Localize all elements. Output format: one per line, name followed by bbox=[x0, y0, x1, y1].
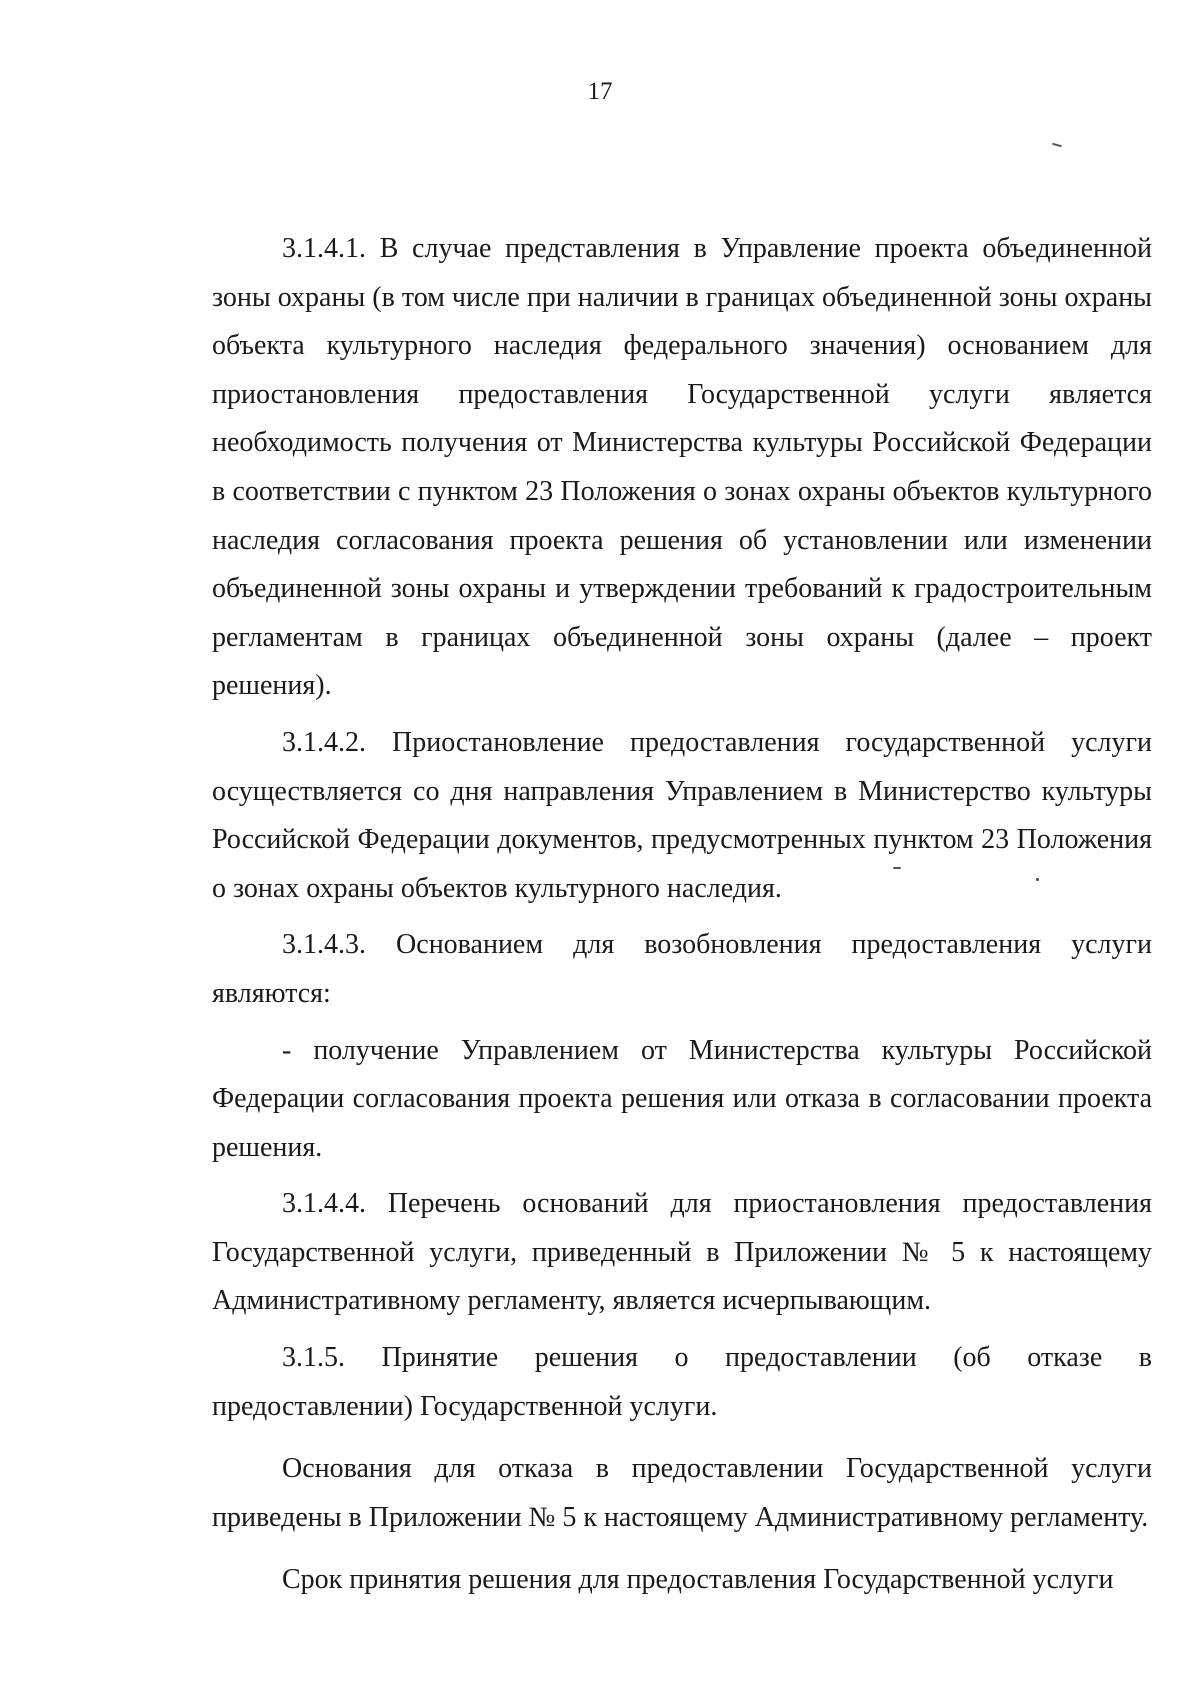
paragraph-3-1-4-4: 3.1.4.4. Перечень оснований для приостановления предоставления Государственной услуги, приведенный в Приложении № 5 к настоящему Административному регламенту, является исчерпывающим. bbox=[212, 1188, 1152, 1317]
paragraph-3-1-4-2: 3.1.4.2. Приостановление предоставления государственной услуги осуществляется со дня направления Управлением в Министерство культуры Российской Федерации документов, предусмотренных пунктом 23 Положения о зонах охраны объектов культурного наследия. bbox=[212, 726, 1152, 904]
paragraph-3-1-5: 3.1.5. Принятие решения о предоставлении (об отказе в предоставлении) Государственной услуги. bbox=[212, 1342, 1152, 1422]
paragraph-3-1-4-3: 3.1.4.3. Основанием для возобновления предоставления услуги являются: bbox=[212, 929, 1152, 1009]
paragraph-3-1-4-1: 3.1.4.1. В случае представления в Управление проекта объединенной зоны охраны (в том числе при наличии в границах объединенной зоны охраны объекта культурного наследия федерального значения) основанием для приостановления предоставления Государственной услуги является необходимость получения от Министерства культуры Российской Федерации в соответствии с пунктом 23 Положения о зонах охраны объектов культурного наследия согласования проекта решения об установлении или изменении объединенной зоны охраны и утверждении требований к градостроительным регламентам в границах объединенной зоны охраны (далее – проект решения). bbox=[212, 233, 1152, 702]
document-body bbox=[212, 225, 1152, 1605]
paragraph-refusal-grounds: Основания для отказа в предоставлении Государственной услуги приведены в Приложении № 5 к настоящему Административному регламенту. bbox=[212, 1453, 1152, 1533]
paragraph-decision-deadline: Срок принятия решения для предоставления Государственной услуги bbox=[282, 1564, 1114, 1596]
scan-artifact bbox=[1052, 143, 1062, 148]
page-number: 17 bbox=[587, 78, 613, 105]
paragraph-list-item: - получение Управлением от Министерства культуры Российской Федерации согласования проекта решения или отказа в согласовании проекта решения. bbox=[212, 1034, 1152, 1163]
